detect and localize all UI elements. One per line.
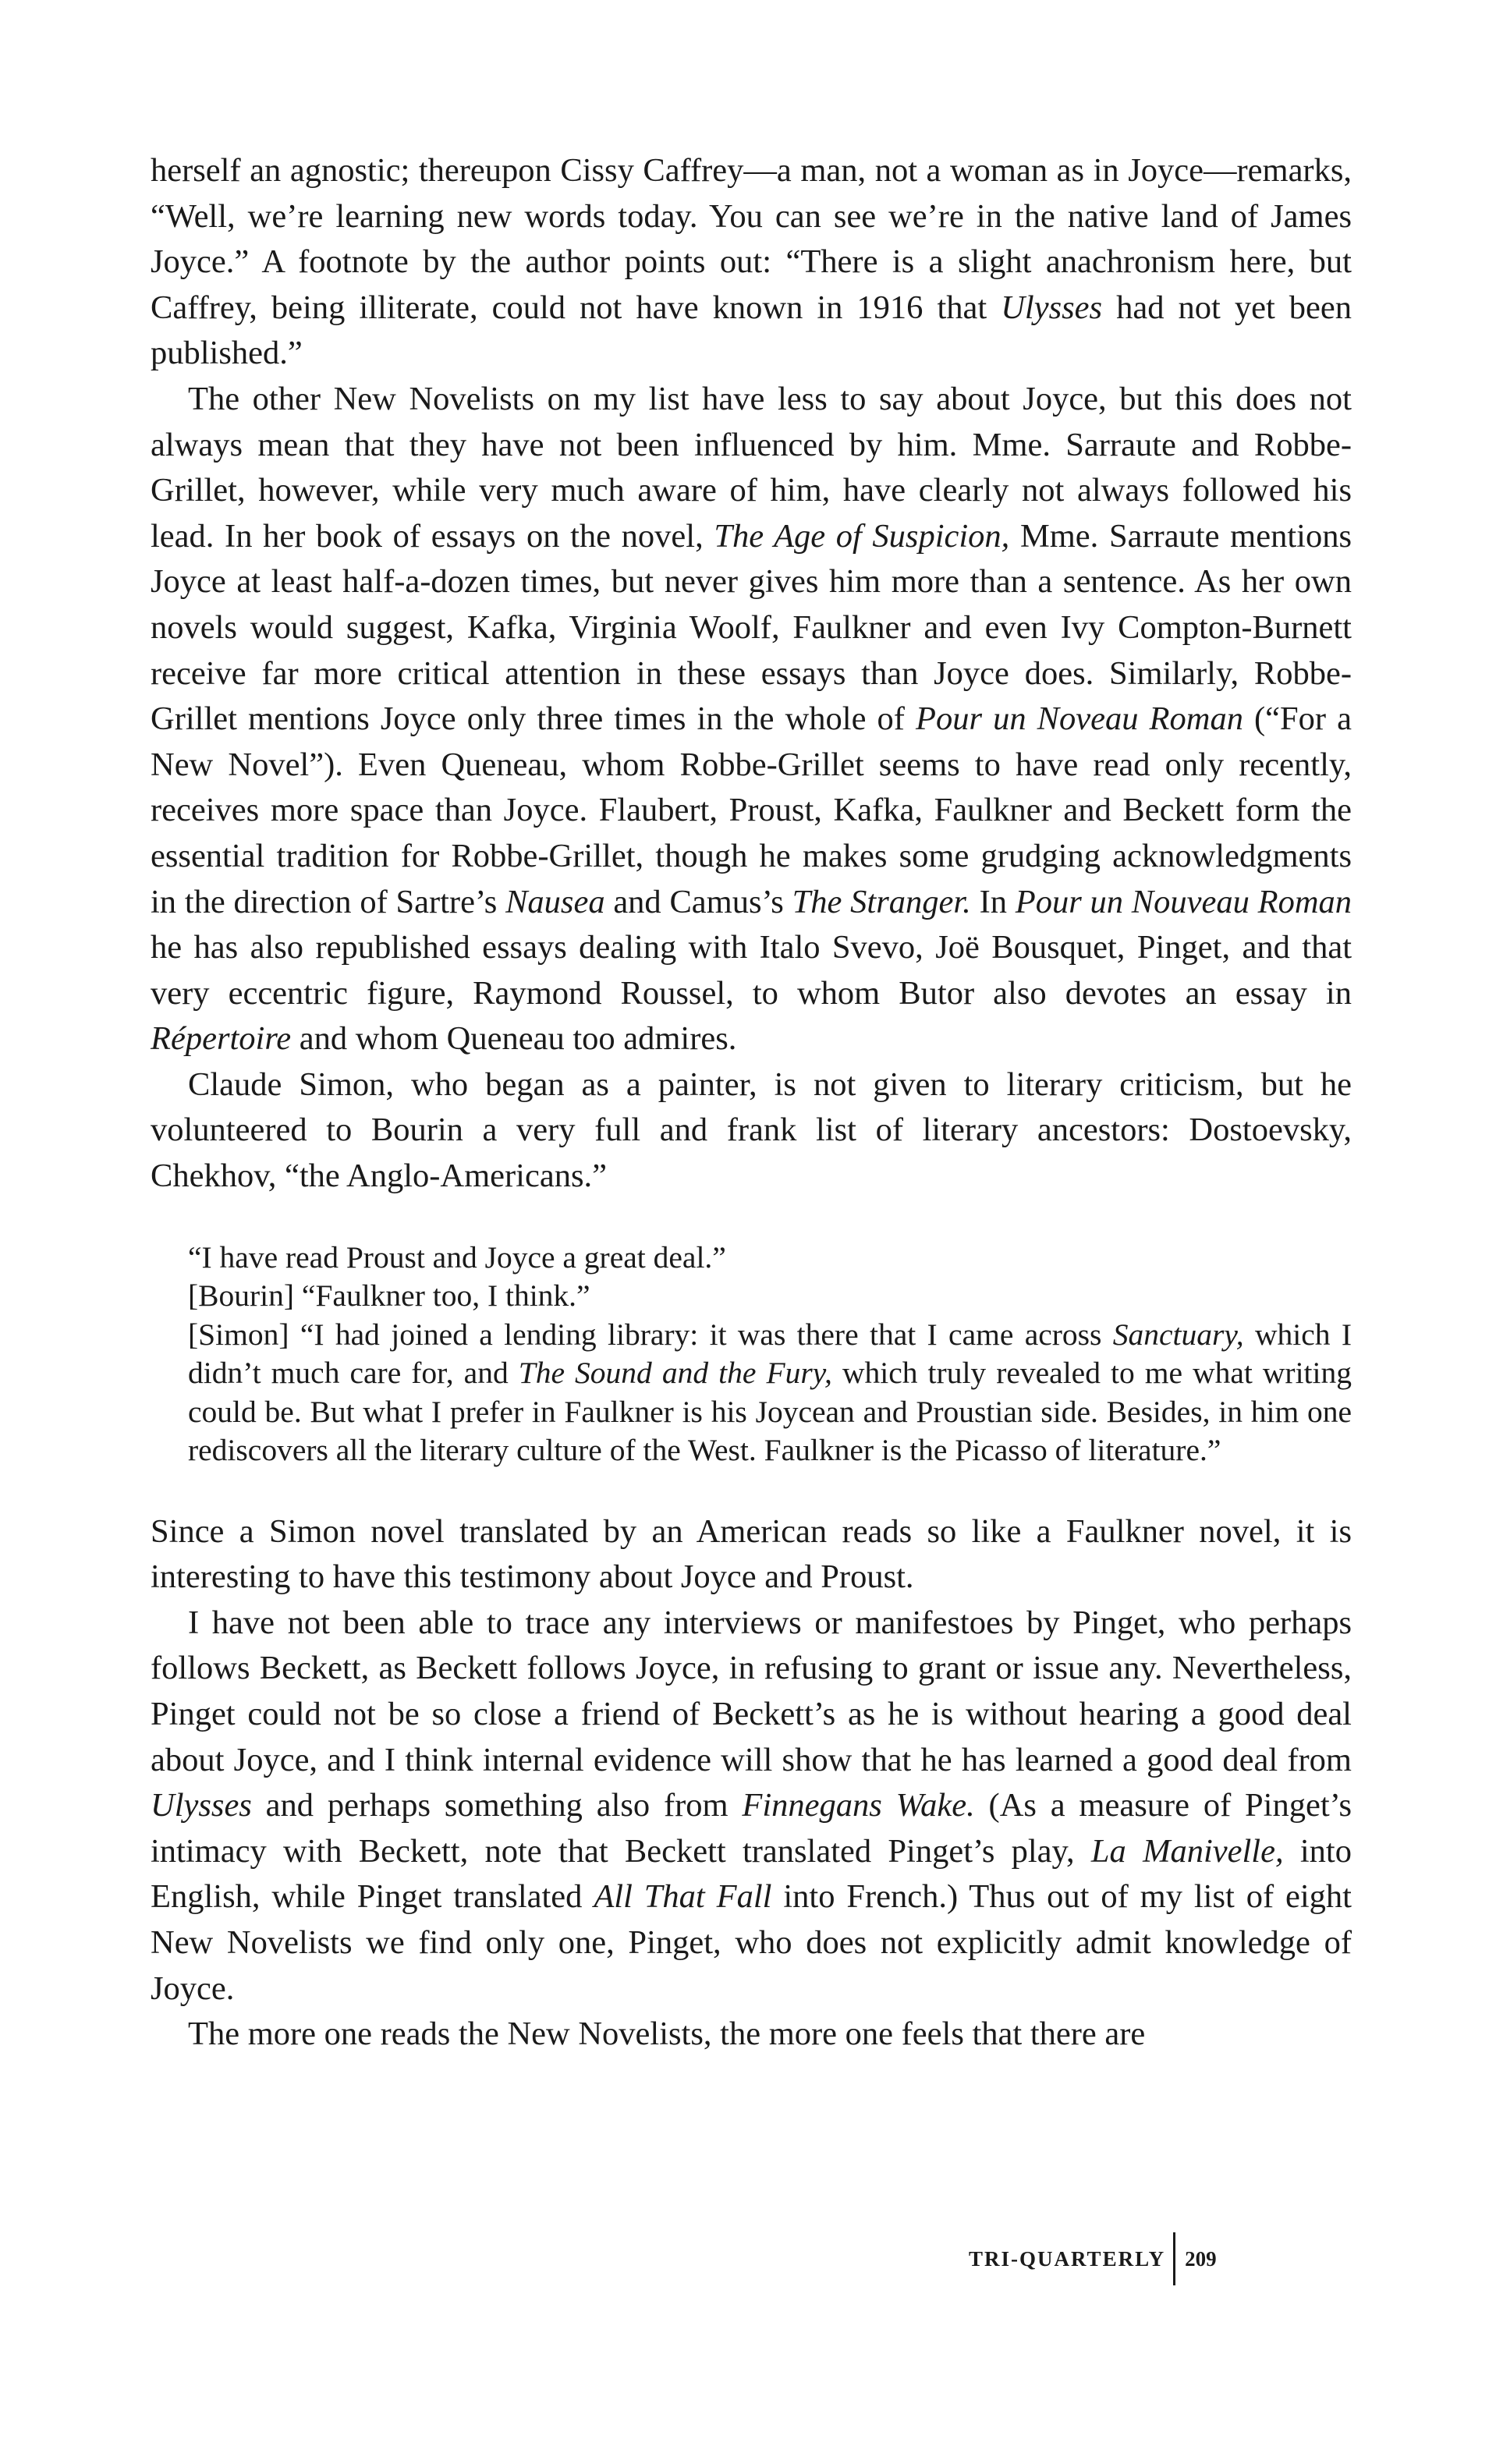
quote-line [188,1277,1352,1316]
text-run: [Simon] “I had joined a lending library: it was there that I came across [188,1317,1113,1352]
quote-line [188,1316,1352,1470]
text-run: Claude Simon, who began as a painter, is not given to literary criticism, but he volunteered to Bourin a very full and frank list of literary ancestors: Dostoevsky, Chekhov, “the Anglo-Americans.” [151,1065,1352,1195]
italic-title: La Manivelle, [1090,1832,1284,1870]
body-text-before-quote [151,148,1352,1200]
italic-title: All That Fall [594,1878,772,1916]
paragraph [151,377,1352,1062]
text-run: (As a measure of Pinget’s intimacy with Beckett, note that Beckett translated Pinget’s play, [151,1787,1352,1870]
text-run: and whom Queneau too admires. [291,1020,737,1058]
text-column [151,148,1352,2058]
italic-title: Sanctuary, [1112,1317,1244,1352]
italic-title: Ulysses [1001,289,1103,326]
italic-title: The Stranger. [792,883,971,920]
text-run: “I have read Proust and Joyce a great deal.” [188,1239,726,1275]
paragraph [151,148,1352,377]
italic-title: The Sound and the Fury, [518,1356,832,1391]
text-run: into French.) Thus out of my list of eight New Novelists we find only one, Pinget, who does not explicitly admit knowledge of Joyce. [151,1878,1352,2007]
text-run: into English, while Pinget translated [151,1832,1352,1916]
text-run: Since a Simon novel translated by an American reads so like a Faulkner novel, it is interesting to have this testimony about Joyce and Proust. [151,1512,1352,1596]
text-run: and Camus’s [604,883,792,920]
italic-title: Répertoire [151,1020,292,1058]
italic-title: Ulysses [151,1787,252,1824]
text-run: The other New Novelists on my list have less to say about Joyce, but this does not always mean that they have not been influenced by him. Mme. Sarraute and Robbe-Grillet, however, while very much aware of him, have clearly not always followed his lead. In her book of essays on the novel, [151,380,1352,555]
paragraph [151,1601,1352,2012]
paragraph [151,1062,1352,1200]
text-run: Mme. Sarraute mentions Joyce at least half-a-dozen times, but never gives him more than a sentence. As her own novels would suggest, Kafka, Virginia Woolf, Faulkner and even Ivy Compton-Burnett receive far more critical attention in these essays than Joyce does. Similarly, Robbe-Grillet mentions Joyce only three times in the whole of [151,517,1352,738]
text-run: [Bourin] “Faulkner too, I think.” [188,1278,590,1314]
text-run: In [970,883,1016,920]
italic-title: Pour un Nouveau Roman [1015,883,1352,920]
body-text-after-quote [151,1509,1352,2058]
page-number: 209 [1185,2246,1217,2271]
italic-title: Nausea [505,883,605,920]
text-run: which truly revealed to me what writing could be. But what I prefer in Faulkner is his Joycean and Proustian side. Besides, in him one rediscovers all the literary culture of the West. Faulkner is the Picasso of literature.” [188,1356,1352,1468]
text-run: The more one reads the New Novelists, the more one feels that there are [188,2016,1146,2053]
text-run: (“For a New Novel”). Even Queneau, whom Robbe-Grillet seems to have read only recently, receives more space than Joyce. Flaubert, Proust, Kafka, Faulkner and Beckett form the essential tradition for Robbe-Grillet, though he makes some grudging acknowledgments in the direction of Sartre’s [151,700,1352,920]
paragraph [151,1509,1352,1601]
block-quote [188,1239,1352,1470]
text-run: I have not been able to trace any interviews or manifestoes by Pinget, who perhaps follows Beckett, as Beckett follows Joyce, in refusing to grant or issue any. Nevertheless, Pinget could not be so close a friend of Beckett’s as he is without hearing a good deal about Joyce, and I think internal evidence will show that he has learned a good deal from [151,1604,1352,1778]
text-run: herself an agnostic; thereupon Cissy Caffrey—a man, not a woman as in Joyce—remarks, “Well, we’re learning new words today. You can see we’re in the native land of James Joyce.” A footnote by the author points out: “There is a slight anachronism here, but Caffrey, being illiterate, could not have known in 1916 that [151,152,1352,326]
italic-title: Pour un Noveau Roman [916,700,1243,738]
footer-divider [1173,2232,1175,2285]
italic-title: The Age of Suspicion, [714,517,1010,555]
text-run: he has also republished essays dealing with Italo Svevo, Joë Bousquet, Pinget, and that very eccentric figure, Raymond Roussel, to whom Butor also devotes an essay in [151,929,1352,1012]
italic-title: Finnegans Wake. [742,1787,975,1824]
text-run: which I didn’t much care for, and [188,1317,1352,1391]
text-run: had not yet been published.” [151,289,1352,372]
paragraph [151,2012,1352,2058]
page-footer [969,2232,1217,2285]
quote-line [188,1239,1352,1278]
running-head: TRI-QUARTERLY [969,2246,1166,2271]
text-run: and perhaps something also from [251,1787,743,1824]
